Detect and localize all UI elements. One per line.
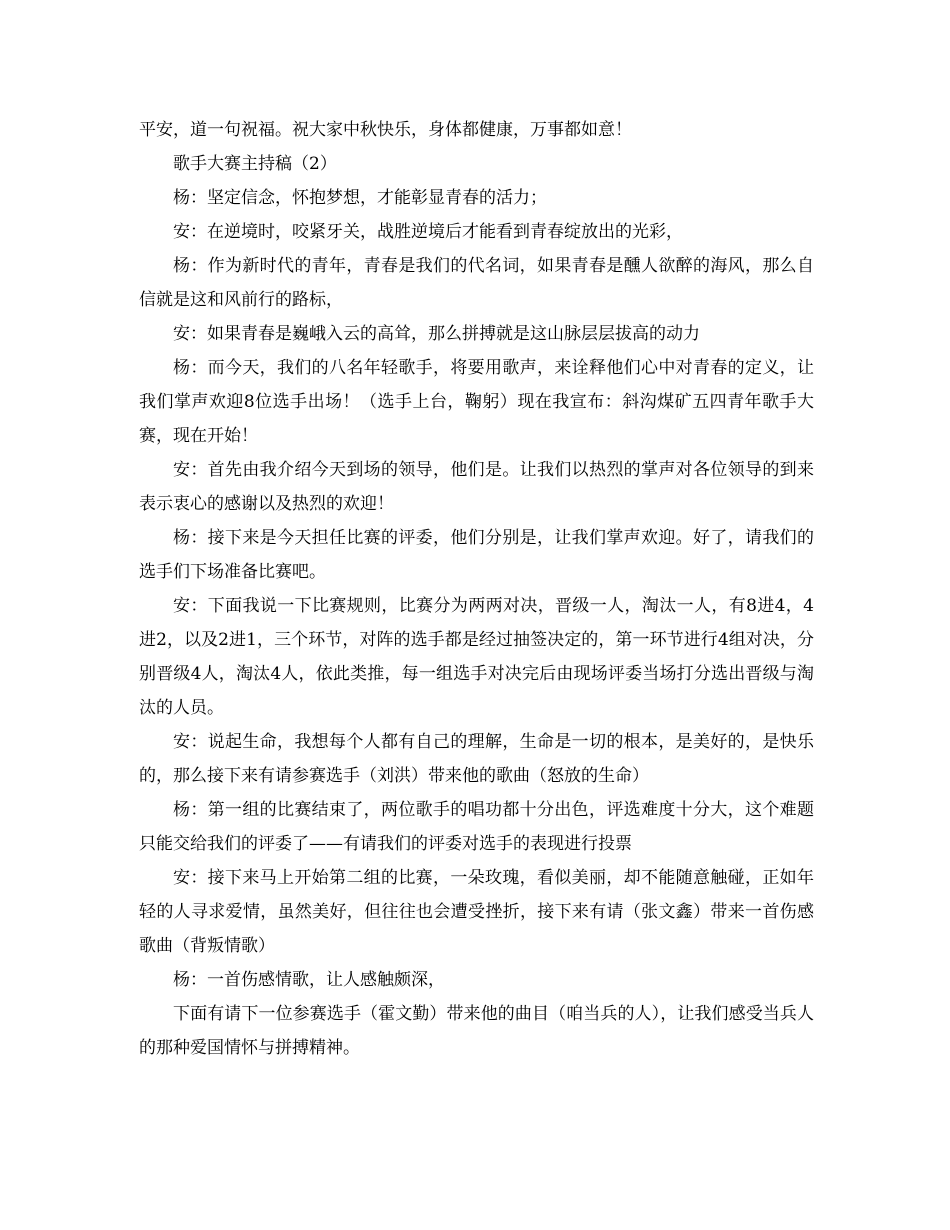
paragraph: 杨：作为新时代的青年，青春是我们的代名词，如果青春是醺人欲醉的海风，那么自信就是这和风前行的路标， (139, 256, 814, 310)
paragraph: 杨：坚定信念，怀抱梦想，才能彰显青春的活力； (173, 188, 547, 208)
paragraph: 下面有请下一位参赛选手（霍文勤）带来他的曲目（咱当兵的人），让我们感受当兵人的那种爱国情怀与拼搏精神。 (139, 1004, 814, 1058)
paragraph: 杨：接下来是今天担任比赛的评委，他们分别是，让我们掌声欢迎。好了，请我们的选手们下场准备比赛吧。 (139, 528, 814, 582)
section-title: 歌手大赛主持稿（2） (173, 154, 337, 174)
paragraph: 安：在逆境时，咬紧牙关，战胜逆境后才能看到青春绽放出的光彩， (173, 222, 683, 242)
paragraph: 安：接下来马上开始第二组的比赛，一朵玫瑰，看似美丽，却不能随意触碰，正如年轻的人寻求爱情，虽然美好，但往往也会遭受挫折，接下来有请（张文鑫）带来一首伤感歌曲（背叛情歌） (139, 868, 814, 956)
paragraph: 杨：一首伤感情歌，让人感触颇深， (173, 970, 445, 990)
paragraph: 安：说起生命，我想每个人都有自己的理解，生命是一切的根本，是美好的，是快乐的，那么接下来有请参赛选手（刘洪）带来他的歌曲（怒放的生命） (139, 732, 814, 786)
paragraph: 安：如果青春是巍峨入云的高耸，那么拼搏就是这山脉层层拔高的动力 (173, 324, 700, 344)
paragraph: 杨：第一组的比赛结束了，两位歌手的唱功都十分出色，评选难度十分大，这个难题只能交给我们的评委了——有请我们的评委对选手的表现进行投票 (139, 800, 814, 854)
paragraph: 杨：而今天，我们的八名年轻歌手，将要用歌声，来诠释他们心中对青春的定义，让我们掌声欢迎8位选手出场！（选手上台，鞠躬）现在我宣布：斜沟煤矿五四青年歌手大赛，现在开始！ (139, 358, 814, 446)
document-page (139, 113, 814, 1065)
paragraph: 安：下面我说一下比赛规则，比赛分为两两对决，晋级一人，淘汰一人，有8进4，4进2，以及2进1，三个环节，对阵的选手都是经过抽签决定的，第一环节进行4组对决，分别晋级4人，淘汰4人，依此类推，每一组选手对决完后由现场评委当场打分选出晋级与淘汰的人员。 (139, 596, 814, 718)
paragraph: 安：首先由我介绍今天到场的领导，他们是。让我们以热烈的掌声对各位领导的到来表示衷心的感谢以及热烈的欢迎！ (139, 460, 814, 514)
paragraph-continuation: 平安，道一句祝福。祝大家中秋快乐，身体都健康，万事都如意！ (139, 120, 632, 140)
